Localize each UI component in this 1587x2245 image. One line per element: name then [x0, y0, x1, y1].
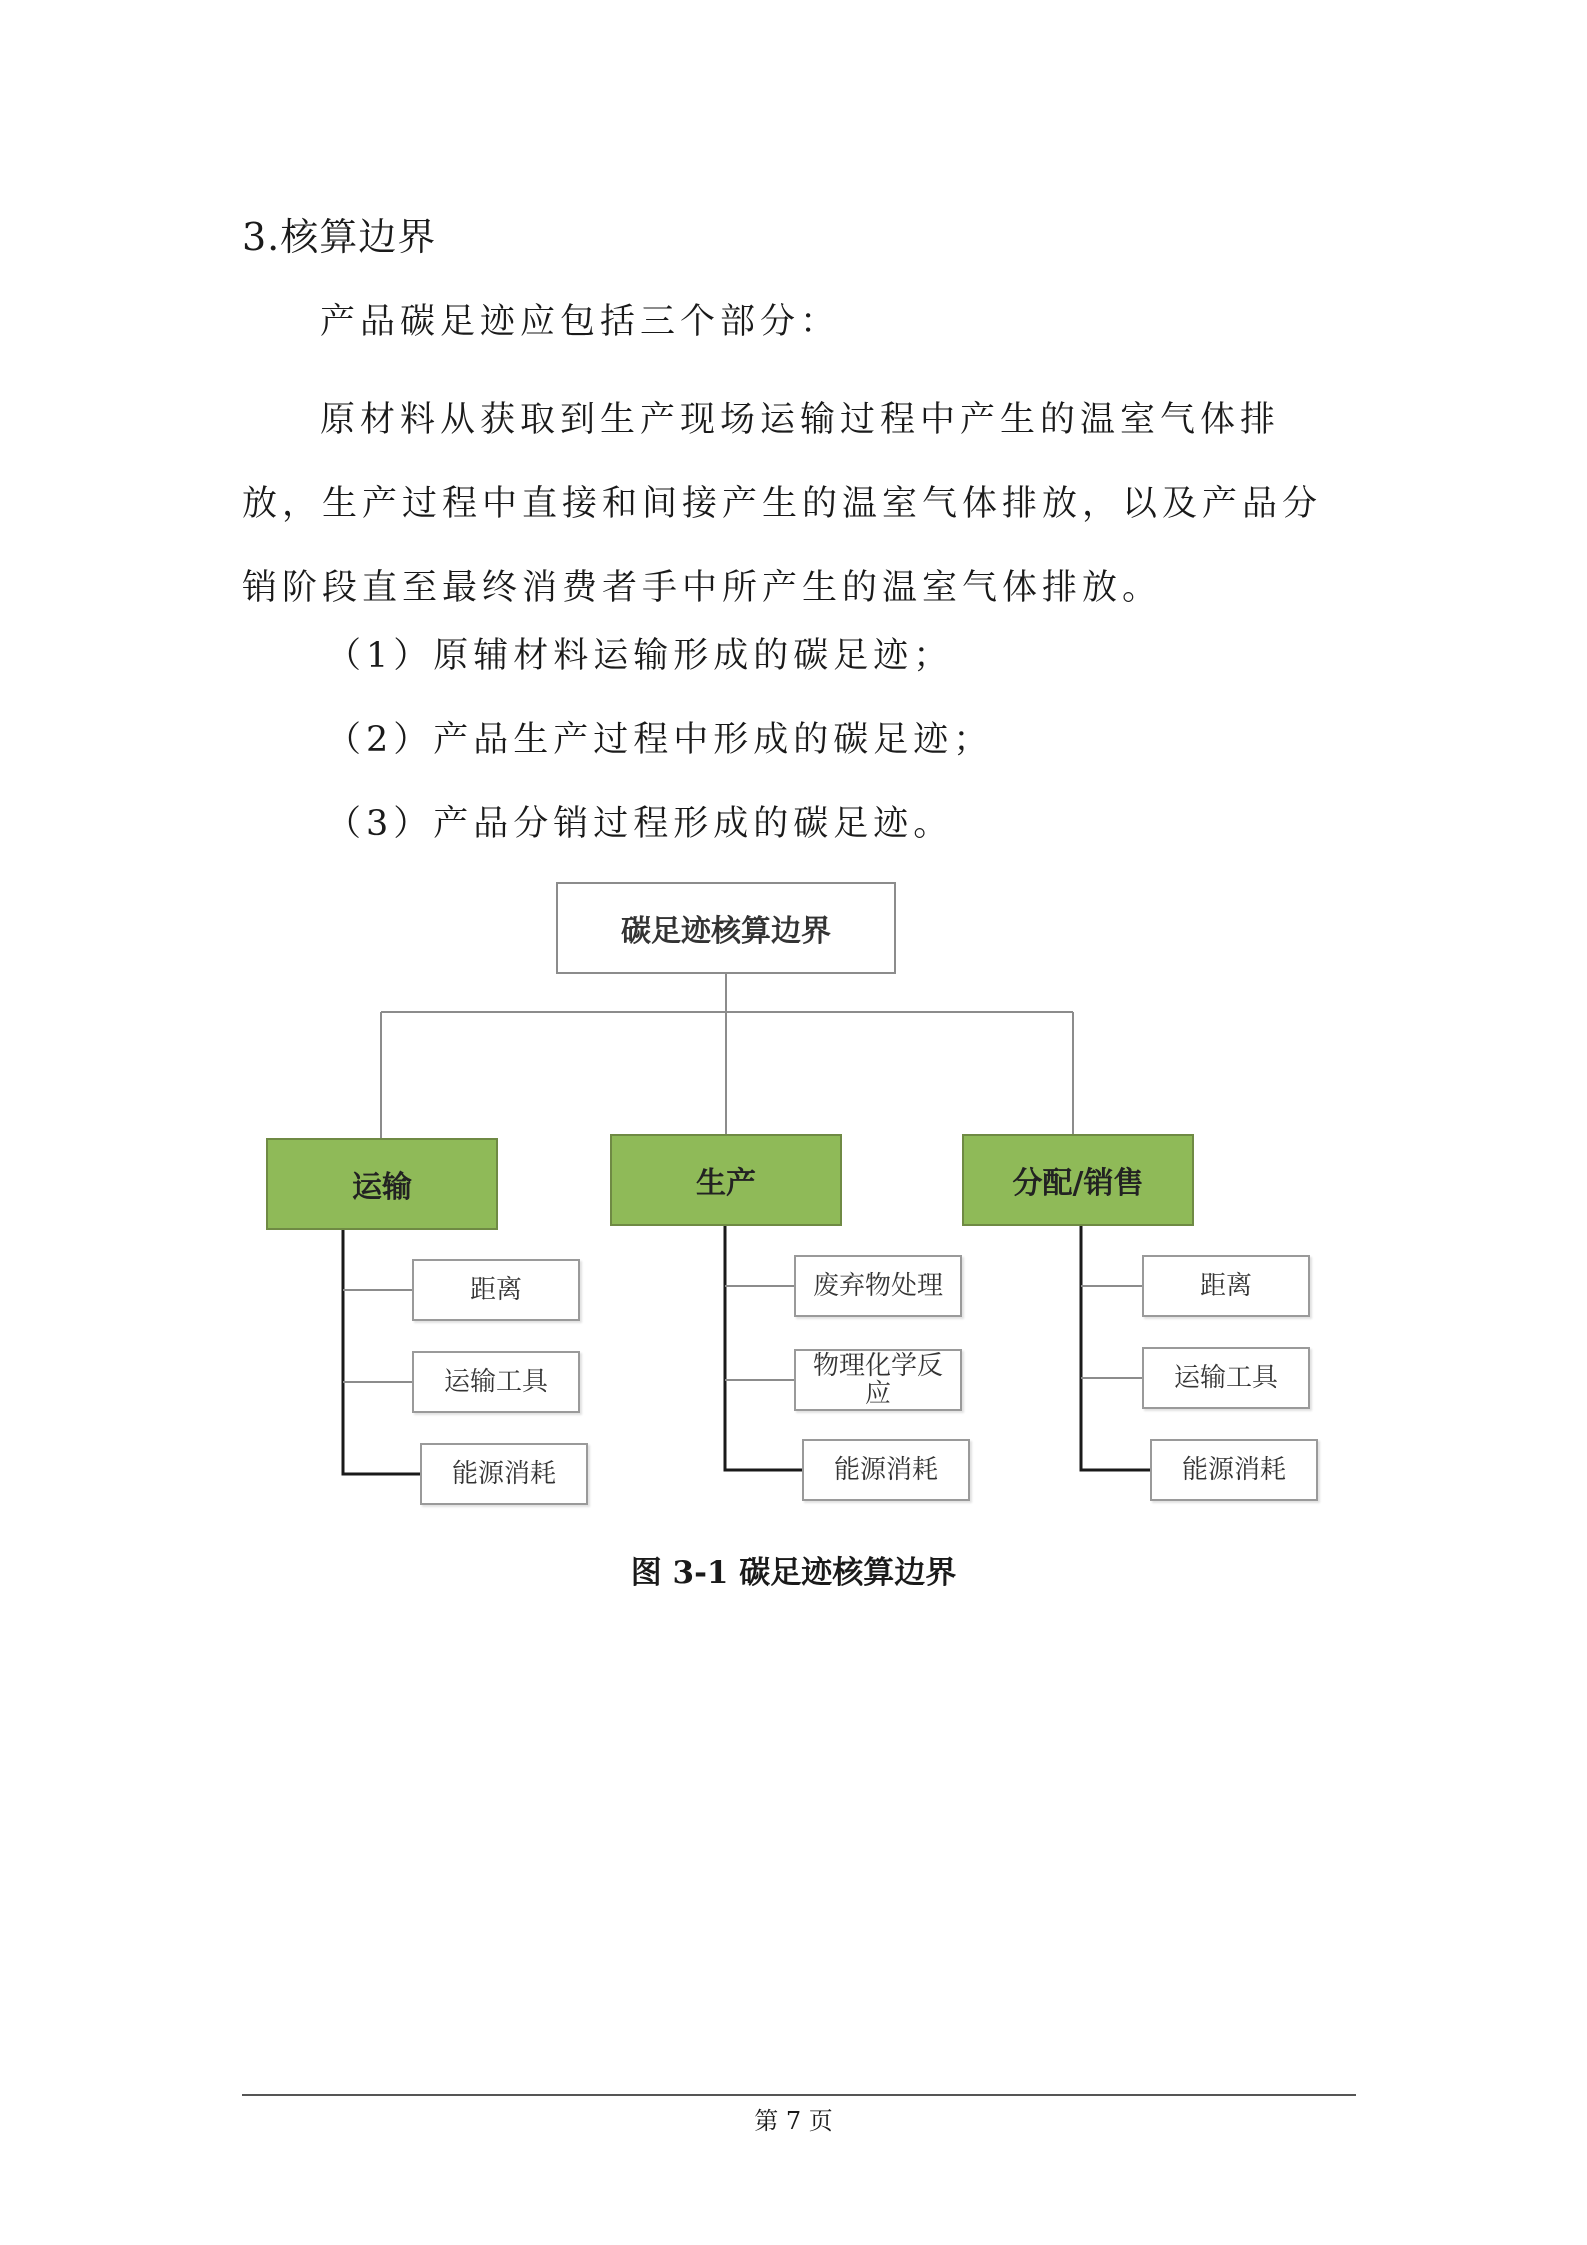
category-node-distribution: 分配/销售 — [962, 1134, 1194, 1226]
footer-divider — [242, 2094, 1356, 2096]
figure-caption: 图 3-1 碳足迹核算边界 — [630, 1555, 957, 1591]
list-item: （2）产品生产过程中形成的碳足迹； — [326, 720, 994, 760]
body-paragraph: 原材料从获取到生产现场运输过程中产生的温室气体排放，生产过程中直接和间接产生的温室气体排放，以及产品分销阶段直至最终消费者手中所产生的温室气体排放。 — [242, 400, 1323, 608]
leaf-node: 距离 — [412, 1259, 580, 1321]
leaf-node: 运输工具 — [412, 1351, 580, 1413]
leaf-node: 能源消耗 — [1150, 1439, 1318, 1501]
leaf-node: 能源消耗 — [802, 1439, 970, 1501]
intro-paragraph: 产品碳足迹应包括三个部分： — [320, 302, 841, 342]
leaf-node: 能源消耗 — [420, 1443, 588, 1505]
list-item: （1）原辅材料运输形成的碳足迹； — [326, 636, 954, 676]
connector-line — [725, 1226, 802, 1470]
connector-line — [1081, 1226, 1150, 1470]
leaf-node: 运输工具 — [1142, 1347, 1310, 1409]
leaf-node: 物理化学反应 — [794, 1349, 962, 1411]
leaf-node: 废弃物处理 — [794, 1255, 962, 1317]
category-node-production: 生产 — [610, 1134, 842, 1226]
connector-line — [343, 1230, 420, 1474]
diagram-root-node: 碳足迹核算边界 — [556, 882, 896, 974]
section-title: 3.核算边界 — [242, 215, 437, 259]
page-number: 第 7 页 — [754, 2107, 833, 2135]
leaf-node: 距离 — [1142, 1255, 1310, 1317]
list-item: （3）产品分销过程形成的碳足迹。 — [326, 804, 954, 844]
category-node-transport: 运输 — [266, 1138, 498, 1230]
